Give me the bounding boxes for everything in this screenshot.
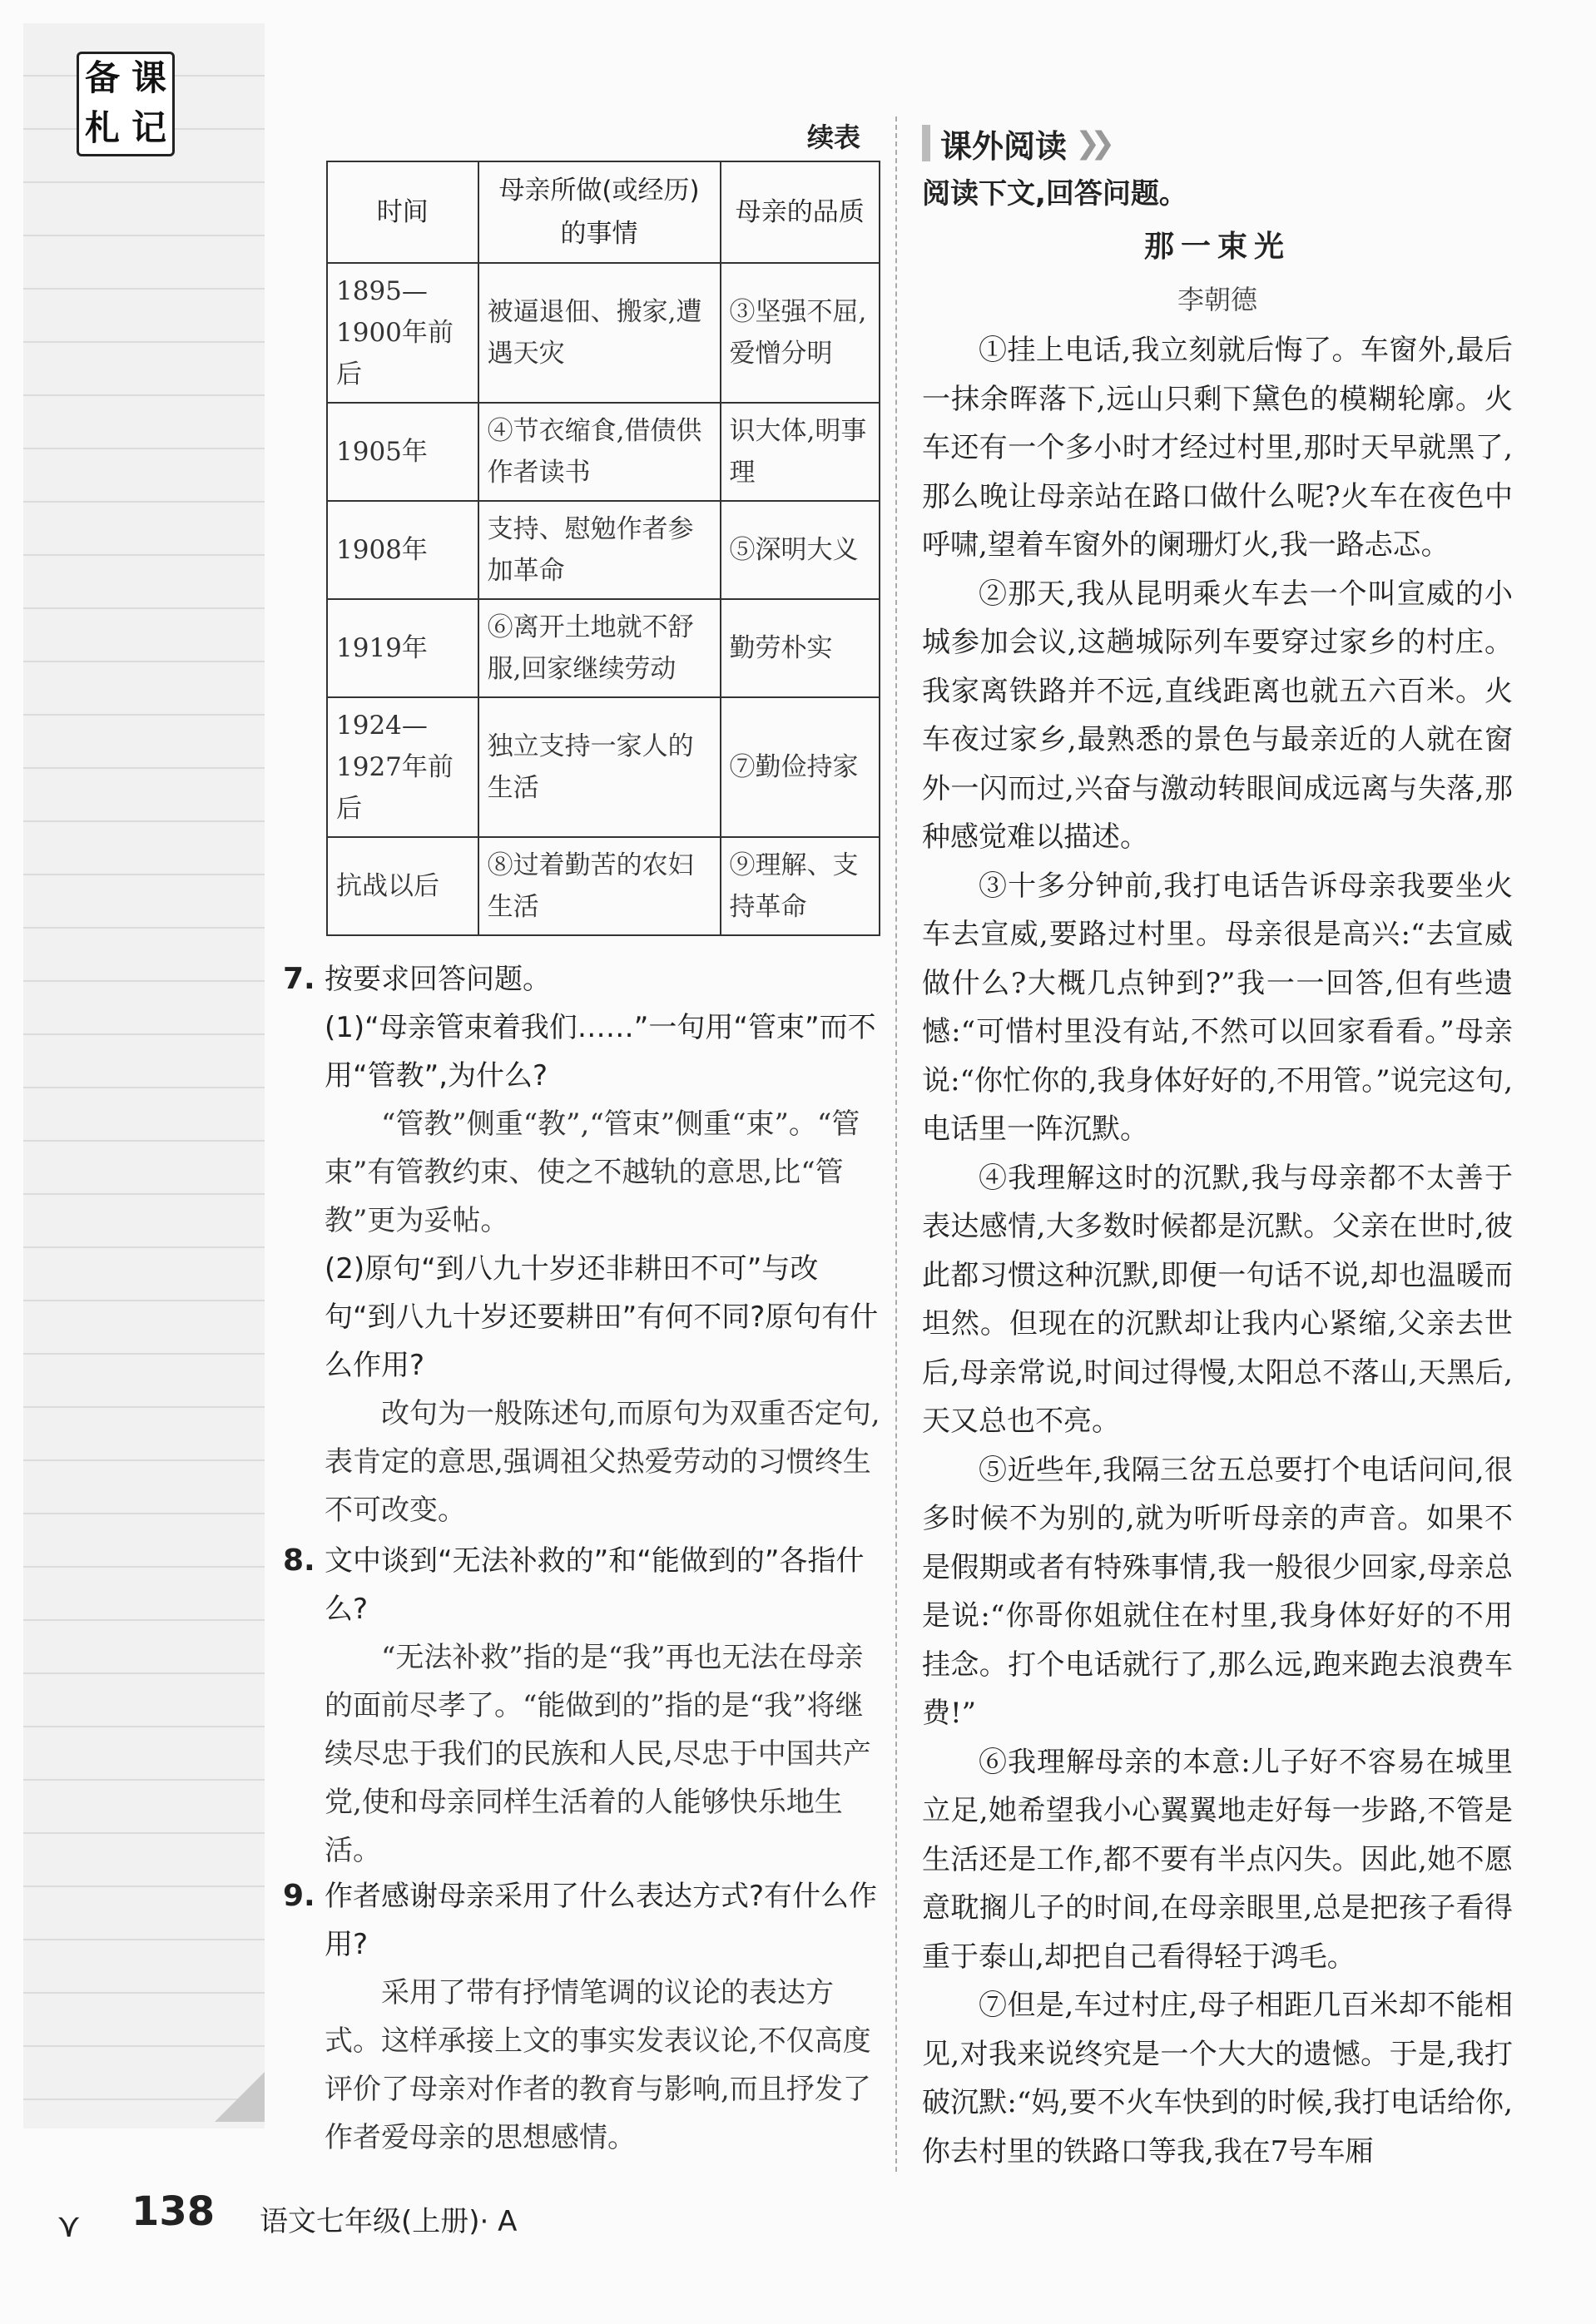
table-cell: 被逼退佃、搬家,遭遇天灾	[478, 263, 721, 403]
question-7	[283, 955, 884, 1534]
question-9	[283, 1872, 884, 2162]
sub-question: (2)原句“到八九十岁还非耕田不可”与改句“到八九十岁还要耕田”有何不同?原句有什么作用?	[325, 1252, 879, 1382]
article-paragraph: ②那天,我从昆明乘火车去一个叫宣威的小城参加会议,这趟城际列车要穿过家乡的村庄。我家离铁路并不远,直线距离也就五六百米。火车夜过家乡,最熟悉的景色与最亲近的人就在窗外一闪而过,兴奋与激动转眼间成远离与失落,那种感觉难以描述。	[922, 577, 1513, 854]
table-cell: 识大体,明事理	[721, 403, 880, 501]
logo-char: 记	[131, 107, 166, 148]
table-cell: ⑥离开土地就不舒服,回家继续劳动	[478, 599, 721, 697]
table-cell: 独立支持一家人的生活	[478, 697, 721, 837]
question-number: 7.	[283, 962, 315, 996]
reading-instruction: 阅读下文,回答问题。	[922, 177, 1187, 211]
heading-bar-icon	[922, 125, 930, 161]
logo-char: 备	[84, 57, 120, 98]
sub-question: (1)“母亲管束着我们……”一句用“管束”而不用“管教”,为什么?	[325, 1011, 876, 1093]
table-header-cell: 母亲的品质	[721, 161, 880, 263]
mother-deeds-table	[326, 161, 880, 936]
article-paragraph: ⑦但是,车过村庄,母子相距几百米却不能相见,对我来说终究是一个大大的遗憾。于是,我打破沉默:“妈,要不火车快到的时候,我打电话给你,你去村里的铁路口等我,我在7号车厢	[922, 1989, 1513, 2168]
section-title: 课外阅读	[940, 127, 1068, 165]
table-header-cell: 母亲所做(或经历)的事情	[478, 161, 721, 263]
table-row	[327, 403, 880, 501]
article-title: 那一束光	[1143, 230, 1291, 264]
table-cell: ④节衣缩食,借债供作者读书	[478, 403, 721, 501]
table-row	[327, 599, 880, 697]
column-divider	[895, 116, 897, 2172]
notes-column	[23, 23, 265, 2128]
corner-fold-icon	[215, 2072, 265, 2122]
table-cell: 1905年	[327, 403, 478, 501]
table-cell: ⑧过着勤苦的农妇生活	[478, 837, 721, 935]
article-paragraph: ③十多分钟前,我打电话告诉母亲我要坐火车去宣威,要路过村里。母亲很是高兴:“去宣威做什么?大概几点钟到?”我一一回答,但有些遗憾:“可惜村里没有站,不然可以回家看看。”母亲说:“你忙你的,我身体好好的,不用管。”说完这句,电话里一阵沉默。	[922, 869, 1513, 1146]
table-row	[327, 697, 880, 837]
question-text: 文中谈到“无法补救的”和“能做到的”各指什么?	[325, 1544, 865, 1626]
table-cell: 1924—1927年前后	[327, 697, 478, 837]
table-cell: ⑦勤俭持家	[721, 697, 880, 837]
article-paragraph: ⑥我理解母亲的本意:儿子好不容易在城里立足,她希望我小心翼翼地走好每一步路,不管是生活还是工作,都不要有半点闪失。因此,她不愿意耽搁儿子的时间,在母亲眼里,总是把孩子看得重于泰山,却把自己看得轻于鸿毛。	[922, 1745, 1513, 1974]
article-paragraph: ④我理解这时的沉默,我与母亲都不太善于表达感情,大多数时候都是沉默。父亲在世时,彼此都习惯这种沉默,即便一句话不说,却也温暖而坦然。但现在的沉默却让我内心紧缩,父亲去世后,母亲常说,时间过得慢,太阳总不落山,天黑后,天又总也不亮。	[922, 1161, 1513, 1438]
table-continued-label: 续表	[807, 121, 861, 153]
answer-text: “无法补救”指的是“我”再也无法在母亲的面前尽孝了。“能做到的”指的是“我”将继续尽忠于我们的民族和人民,尽忠于中国共产党,使和母亲同样生活着的人能够快乐地生活。	[325, 1641, 871, 1867]
article-paragraph: ⑤近些年,我隔三岔五总要打个电话问问,很多时候不为别的,就为听听母亲的声音。如果不是假期或者有特殊事情,我一般很少回家,母亲总是说:“你哥你姐就住在村里,我身体好好的不用挂念。打个电话就行了,那么远,跑来跑去浪费车费!”	[922, 1453, 1513, 1730]
page-ornament-icon: ⋎	[57, 2207, 82, 2245]
table-cell: ⑤深明大义	[721, 501, 880, 599]
table-cell: ⑨理解、支持革命	[721, 837, 880, 935]
table-cell: 1895—1900年前后	[327, 263, 478, 403]
table-cell: 勤劳朴实	[721, 599, 880, 697]
table-header-row	[327, 161, 880, 263]
article-body	[922, 326, 1513, 2176]
table-row	[327, 501, 880, 599]
logo-char: 札	[84, 107, 120, 148]
logo-char: 课	[131, 57, 166, 98]
double-chevron-right-icon: ❯❯	[1075, 126, 1106, 161]
page-number: 138	[131, 2188, 216, 2235]
table-cell: 1908年	[327, 501, 478, 599]
table-row	[327, 263, 880, 403]
question-8	[283, 1537, 884, 1875]
table-cell: ③坚强不屈,爱憎分明	[721, 263, 880, 403]
article-paragraph: ①挂上电话,我立刻就后悔了。车窗外,最后一抹余晖落下,远山只剩下黛色的模糊轮廓。火车还有一个多小时才经过村里,那时天早就黑了,那么晚让母亲站在路口做什么呢?火车在夜色中呼啸,望着车窗外的阑珊灯火,我一路忐忑。	[922, 334, 1513, 562]
table-cell: 1919年	[327, 599, 478, 697]
question-text: 按要求回答问题。	[325, 963, 551, 996]
answer-text: 采用了带有抒情笔调的议论的表达方式。这样承接上文的事实发表议论,不仅高度评价了母亲对作者的教育与影响,而且抒发了作者爱母亲的思想感情。	[325, 1976, 871, 2154]
answer-text: 改句为一般陈述句,而原句为双重否定句,表肯定的意思,强调祖父热爱劳动的习惯终生不可改变。	[325, 1397, 880, 1527]
table-row	[327, 837, 880, 935]
question-text: 作者感谢母亲采用了什么表达方式?有什么作用?	[325, 1880, 878, 1961]
section-heading	[922, 121, 1105, 165]
book-title: 语文七年级(上册)· A	[260, 2205, 518, 2238]
notes-logo	[77, 52, 175, 156]
table-header-cell: 时间	[327, 161, 478, 263]
article-author: 李朝德	[1177, 284, 1257, 315]
table-cell: 抗战以后	[327, 837, 478, 935]
question-number: 9.	[283, 1879, 315, 1913]
answer-text: “管教”侧重“教”,“管束”侧重“束”。“管束”有管教约束、使之不越轨的意思,比“管教”更为妥帖。	[325, 1107, 860, 1237]
table-cell: 支持、慰勉作者参加革命	[478, 501, 721, 599]
question-number: 8.	[283, 1544, 315, 1578]
